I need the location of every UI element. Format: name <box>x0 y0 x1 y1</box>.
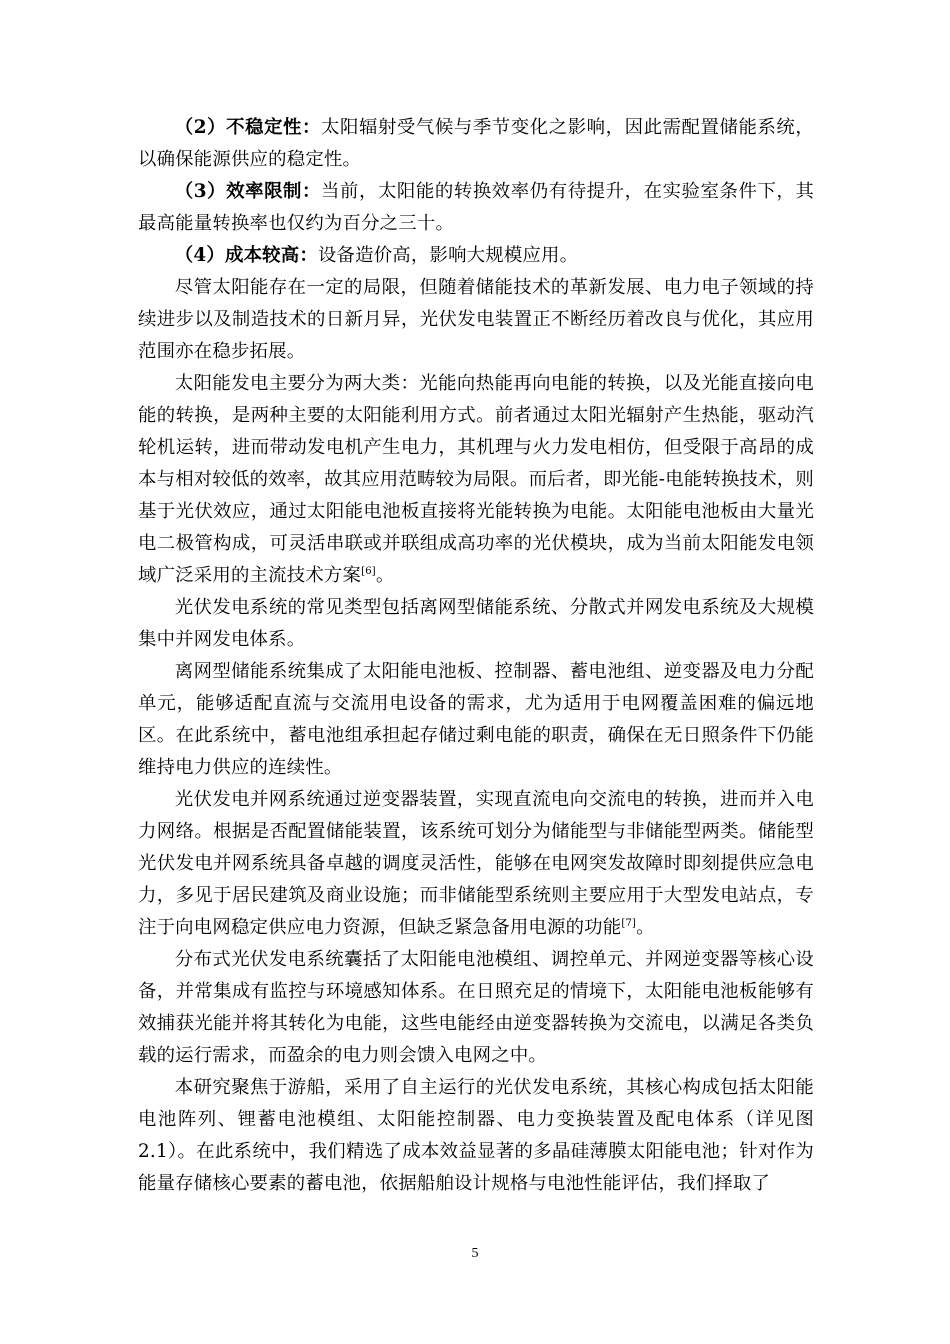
paragraph-this-study <box>138 1072 814 1200</box>
paragraph-text: 离网型储能系统集成了太阳能电池板、控制器、蓄电池组、逆变器及电力分配单元，能够适配直流与交流用电设备的需求，尤为适用于电网覆盖困难的偏远地区。在此系统中，蓄电池组承担起存储过剩电能的职责，确保在无日照条件下仍能维持电力供应的连续性。 <box>138 661 814 778</box>
paragraph-text: 光伏发电系统的常见类型包括离网型储能系统、分散式并网发电系统及大规模集中并网发电体系。 <box>138 597 814 650</box>
citation-ref: [7] <box>621 917 637 929</box>
paragraph-text: 光伏发电并网系统通过逆变器装置，实现直流电向交流电的转换，进而并入电力网络。根据是否配置储能装置，该系统可划分为储能型与非储能型两类。储能型光伏发电并网系统具备卓越的调度灵活性，能够在电网突发故障时即刻提供应急电力，多见于居民建筑及商业设施；而非储能型系统则主要应用于大型发电站点，专注于向电网稳定供应电力资源，但缺乏紧急备用电源的功能 <box>138 789 814 938</box>
paragraph-grid-connected <box>138 784 814 944</box>
paragraph-text: 分布式光伏发电系统囊括了太阳能电池模组、调控单元、并网逆变器等核心设备，并常集成有监控与环境感知体系。在日照充足的情境下，太阳能电池板能够有效捕获光能并将其转化为电能，这些电能经由逆变器转换为交流电，以满足各类负载的运行需求，而盈余的电力则会馈入电网之中。 <box>138 949 814 1066</box>
paragraph-limitations-outlook <box>138 272 814 368</box>
paragraph-text: 当前，太阳能的转换效率仍有待提升，在实验室条件下，其最高能量转换率也仅约为百分之三十。 <box>138 181 814 234</box>
paragraph-label: （2）不稳定性： <box>174 117 322 138</box>
paragraph-text: 本研究聚焦于游船，采用了自主运行的光伏发电系统，其核心构成包括太阳能电池阵列、锂蓄电池模组、太阳能控制器、电力变换装置及配电体系（详见图2.1）。在此系统中，我们精选了成本效益显著的多晶硅薄膜太阳能电池；针对作为能量存储核心要素的蓄电池，依据船舶设计规格与电池性能评估，我们择取了 <box>138 1077 814 1194</box>
paragraph-text: 尽管太阳能存在一定的局限，但随着储能技术的革新发展、电力电子领域的持续进步以及制造技术的日新月异，光伏发电装置正不断经历着改良与优化，其应用范围亦在稳步拓展。 <box>138 277 814 362</box>
paragraph-label: （3）效率限制： <box>174 181 322 202</box>
paragraph-text: 设备造价高，影响大规模应用。 <box>317 245 579 266</box>
paragraph-tail: 。 <box>636 917 655 938</box>
document-body <box>138 112 814 1200</box>
paragraph-system-types <box>138 592 814 656</box>
paragraph-text: 太阳能发电主要分为两大类：光能向热能再向电能的转换，以及光能直接向电能的转换，是两种主要的太阳能利用方式。前者通过太阳光辐射产生热能，驱动汽轮机运转，进而带动发电机产生电力，其机理与火力发电相仿，但受限于高昂的成本与相对较低的效率，故其应用范畴较为局限。而后者，即光能-电能转换技术，则基于光伏效应，通过太阳能电池板直接将光能转换为电能。太阳能电池板由大量光电二极管构成，可灵活串联或并联组成高功率的光伏模块，成为当前太阳能发电领域广泛采用的主流技术方案 <box>138 373 814 586</box>
paragraph-instability <box>138 112 814 176</box>
paragraph-efficiency <box>138 176 814 240</box>
paragraph-generation-types <box>138 368 814 592</box>
page-number: 5 <box>471 1246 479 1261</box>
paragraph-text: 太阳辐射受气候与季节变化之影响，因此需配置储能系统，以确保能源供应的稳定性。 <box>138 117 814 170</box>
paragraph-distributed <box>138 944 814 1072</box>
citation-ref: [6] <box>361 565 376 577</box>
paragraph-tail: 。 <box>375 565 395 586</box>
paragraph-cost <box>138 240 814 272</box>
paragraph-off-grid <box>138 656 814 784</box>
paragraph-label: （4）成本较高： <box>174 245 318 266</box>
